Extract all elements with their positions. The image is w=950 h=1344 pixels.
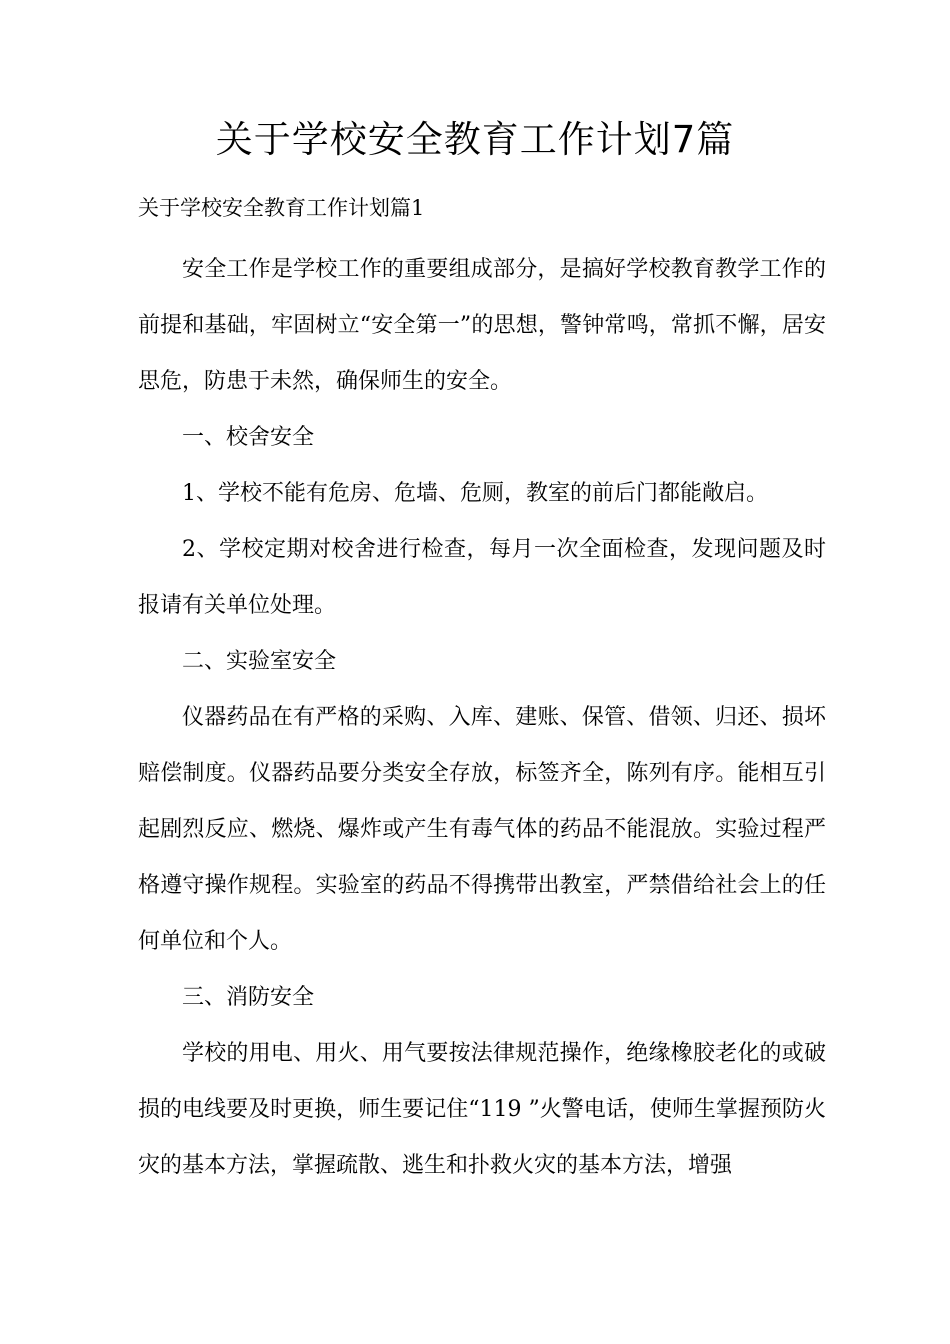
document-body (138, 242, 826, 1194)
document-subtitle: 关于学校安全教育工作计划篇1 (138, 196, 425, 220)
paragraph-item-1: 1、学校不能有危房、危墙、危厕，教室的前后门都能敞启。 (182, 481, 768, 506)
paragraph-laboratory: 仪器药品在有严格的采购、入库、建账、保管、借领、归还、损坏赔偿制度。仪器药品要分类安全存放，标签齐全，陈列有序。能相互引起剧烈反应、燃烧、爆炸或产生有毒气体的药品不能混放。实验过程严格遵守操作规程。实验室的药品不得携带出教室，严禁借给社会上的任何单位和个人。 (138, 705, 826, 954)
heading-school-building-safety: 一、校舍安全 (182, 425, 315, 450)
heading-laboratory-safety: 二、实验室安全 (182, 649, 337, 674)
paragraph-intro: 安全工作是学校工作的重要组成部分，是搞好学校教育教学工作的前提和基础，牢固树立“安全第一”的思想，警钟常鸣，常抓不懈，居安思危，防患于未然，确保师生的安全。 (138, 257, 826, 394)
paragraph-item-2: 2、学校定期对校舍进行检查，每月一次全面检查，发现问题及时报请有关单位处理。 (138, 537, 826, 618)
document-title: 关于学校安全教育工作计划7篇 (215, 118, 735, 161)
paragraph-fire-safety: 学校的用电、用火、用气要按法律规范操作，绝缘橡胶老化的或破损的电线要及时更换，师生要记住“119 ”火警电话，使师生掌握预防火灾的基本方法，掌握疏散、逃生和扑救火灾的基本方法，增强 (138, 1041, 826, 1178)
heading-fire-safety: 三、消防安全 (182, 985, 315, 1010)
